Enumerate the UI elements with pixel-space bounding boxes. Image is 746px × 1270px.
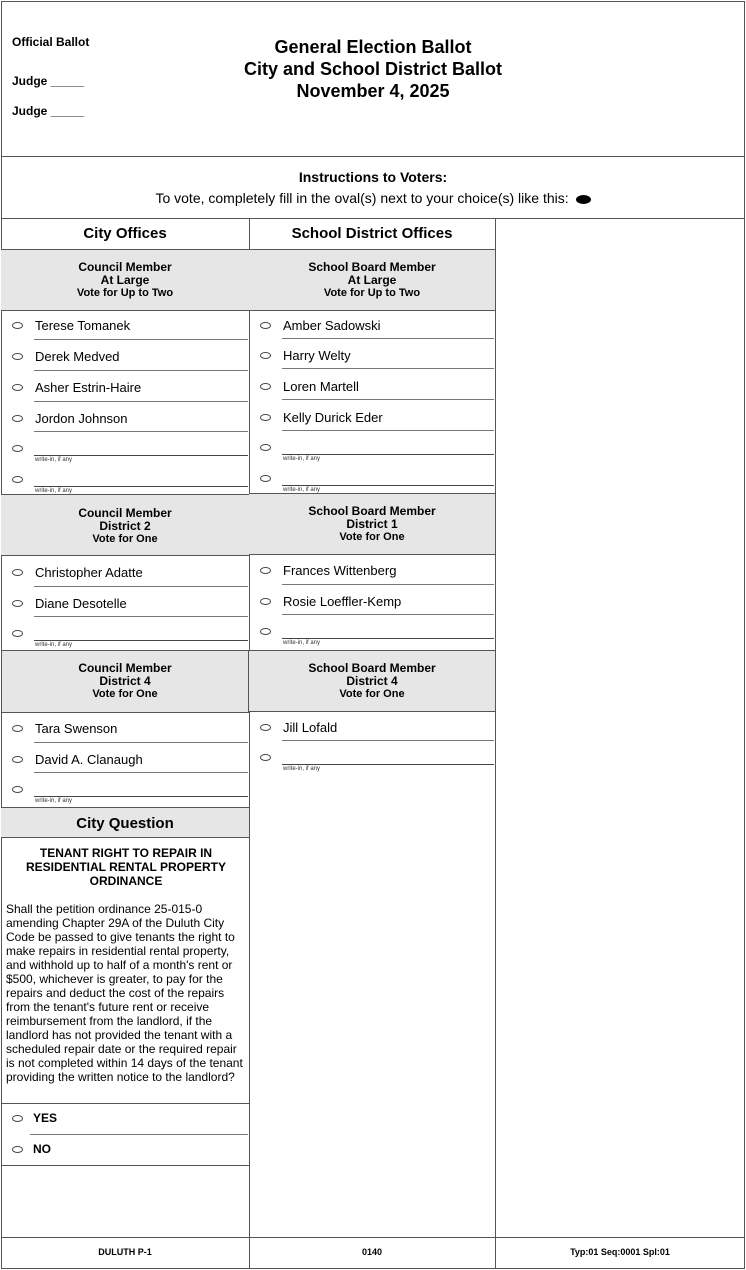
write-in-line[interactable] xyxy=(34,486,248,487)
vote-oval[interactable] xyxy=(260,414,271,421)
candidate-name: Asher Estrin-Haire xyxy=(35,380,142,395)
candidate-line xyxy=(34,431,248,432)
candidate-line xyxy=(34,616,248,617)
contest-seat: At Large xyxy=(347,273,397,287)
contest-seat: District 4 xyxy=(346,674,398,688)
contest-office: Council Member xyxy=(78,506,172,520)
write-in-label: write-in, if any xyxy=(283,766,321,772)
candidate-line xyxy=(34,339,248,340)
divider xyxy=(1,156,745,157)
vote-oval[interactable] xyxy=(12,569,23,576)
contest-vote-for: Vote for One xyxy=(339,531,405,543)
write-in-label: write-in, if any xyxy=(283,456,321,462)
judge-label-1: Judge _____ xyxy=(12,74,85,88)
divider xyxy=(1,218,745,219)
footer-right: Typ:01 Seq:0001 Spl:01 xyxy=(570,1247,670,1257)
candidate-line xyxy=(282,614,494,615)
contest-vote-for: Vote for One xyxy=(92,688,158,700)
write-in-line[interactable] xyxy=(34,796,248,797)
write-in-label: write-in, if any xyxy=(35,488,73,494)
title-line-3: November 4, 2025 xyxy=(296,81,450,101)
contest-school-district-1 xyxy=(249,493,495,555)
candidate-line xyxy=(282,368,494,369)
candidate-line xyxy=(34,742,248,743)
ballot-title xyxy=(200,36,546,102)
vote-oval[interactable] xyxy=(12,415,23,422)
vote-oval[interactable] xyxy=(260,567,271,574)
vote-oval[interactable] xyxy=(12,384,23,391)
official-ballot-label: Official Ballot xyxy=(12,35,90,49)
vote-oval[interactable] xyxy=(260,724,271,731)
write-in-label: write-in, if any xyxy=(283,640,321,646)
contest-council-district-2 xyxy=(1,494,249,556)
contest-vote-for: Vote for One xyxy=(92,533,158,545)
candidate-line xyxy=(34,370,248,371)
candidate-name: Amber Sadowski xyxy=(283,318,381,333)
title-line-2: City and School District Ballot xyxy=(243,59,503,79)
write-in-oval[interactable] xyxy=(12,476,23,483)
candidate-line xyxy=(282,584,494,585)
divider xyxy=(1,1103,249,1104)
candidate-line xyxy=(282,430,494,431)
contest-office: School Board Member xyxy=(308,661,436,675)
footer-left: DULUTH P-1 xyxy=(98,1247,152,1257)
school-offices-heading: School District Offices xyxy=(291,225,453,242)
vote-oval[interactable] xyxy=(260,322,271,329)
candidate-name: Jordon Johnson xyxy=(35,411,128,426)
instructions-body: To vote, completely fill in the oval(s) next to your choice(s) like this: xyxy=(155,190,569,206)
write-in-oval[interactable] xyxy=(12,630,23,637)
candidate-line xyxy=(282,740,494,741)
contest-seat: District 4 xyxy=(99,674,151,688)
candidate-name: Terese Tomanek xyxy=(35,318,131,333)
vote-oval[interactable] xyxy=(260,598,271,605)
question-text: Shall the petition ordinance 25-015-0 amending Chapter 29A of the Duluth City Code be passed to give tenants the right to make repairs in residential rental property, and withhold up to half of a month's rent or $500, whichever is greater, to pay for the repairs and deduct the cost of the repairs from the tenant's future rent or receive reimbursement from the landlord, if the landlord has not provided the tenant with a scheduled repair date or the required repair is not completed within 14 days of the tenant providing the written notice to the landlord? xyxy=(6,902,243,1084)
instructions-heading: Instructions to Voters: xyxy=(298,169,448,185)
city-question-heading-box xyxy=(1,807,249,838)
write-in-line[interactable] xyxy=(282,638,494,639)
column-divider xyxy=(495,218,496,1269)
vote-oval[interactable] xyxy=(12,600,23,607)
judge-label-2: Judge _____ xyxy=(12,104,85,118)
candidate-name: David A. Clanaugh xyxy=(35,752,143,767)
contest-office: School Board Member xyxy=(308,504,436,518)
write-in-oval[interactable] xyxy=(12,445,23,452)
vote-oval[interactable] xyxy=(12,353,23,360)
vote-oval[interactable] xyxy=(12,756,23,763)
contest-seat: District 2 xyxy=(99,519,151,533)
candidate-name: Rosie Loeffler-Kemp xyxy=(283,594,402,609)
write-in-oval[interactable] xyxy=(260,444,271,451)
contest-office: School Board Member xyxy=(308,260,436,274)
column-divider xyxy=(249,218,250,1269)
title-line-1: General Election Ballot xyxy=(274,37,472,57)
candidate-name: Jill Lofald xyxy=(283,720,338,735)
candidate-line xyxy=(34,586,248,587)
contest-vote-for: Vote for Up to Two xyxy=(76,287,174,299)
candidate-name: Kelly Durick Eder xyxy=(283,410,383,425)
write-in-line[interactable] xyxy=(282,485,494,486)
candidate-name: Diane Desotelle xyxy=(35,596,127,611)
write-in-oval[interactable] xyxy=(260,475,271,482)
vote-oval-yes[interactable] xyxy=(12,1115,23,1122)
write-in-line[interactable] xyxy=(34,455,248,456)
vote-oval-no[interactable] xyxy=(12,1146,23,1153)
candidate-name: Tara Swenson xyxy=(35,721,118,736)
contest-vote-for: Vote for Up to Two xyxy=(323,287,421,299)
contest-seat: At Large xyxy=(100,273,150,287)
candidate-name: Christopher Adatte xyxy=(35,565,143,580)
candidate-line xyxy=(282,399,494,400)
write-in-label: write-in, if any xyxy=(283,487,321,493)
write-in-line[interactable] xyxy=(282,764,494,765)
write-in-label: write-in, if any xyxy=(35,457,73,463)
answer-yes: YES xyxy=(33,1111,58,1125)
answer-line xyxy=(1,1165,249,1166)
contest-school-district-4 xyxy=(249,650,495,712)
candidate-line xyxy=(34,401,248,402)
city-offices-heading: City Offices xyxy=(83,225,167,242)
contest-school-at-large xyxy=(249,249,495,311)
vote-oval[interactable] xyxy=(12,322,23,329)
candidate-name: Loren Martell xyxy=(283,379,359,394)
write-in-oval[interactable] xyxy=(12,786,23,793)
candidate-line xyxy=(282,338,494,339)
write-in-line[interactable] xyxy=(282,454,494,455)
contest-office: Council Member xyxy=(78,260,172,274)
vote-oval[interactable] xyxy=(260,352,271,359)
vote-oval[interactable] xyxy=(12,725,23,732)
vote-oval[interactable] xyxy=(260,383,271,390)
contest-seat: District 1 xyxy=(346,517,398,531)
write-in-oval[interactable] xyxy=(260,754,271,761)
footer-center: 0140 xyxy=(361,1247,383,1257)
write-in-label: write-in, if any xyxy=(35,798,73,804)
candidate-line xyxy=(34,772,248,773)
write-in-line[interactable] xyxy=(34,640,248,641)
city-question-heading: City Question xyxy=(76,815,174,832)
question-title: TENANT RIGHT TO REPAIR IN RESIDENTIAL RENTAL PROPERTY ORDINANCE xyxy=(25,846,227,888)
instructions-text xyxy=(1,190,745,206)
write-in-label: write-in, if any xyxy=(35,642,73,648)
filled-oval-icon xyxy=(576,195,591,204)
contest-vote-for: Vote for One xyxy=(339,688,405,700)
candidate-name: Harry Welty xyxy=(283,348,351,363)
contest-council-district-4 xyxy=(1,650,249,713)
answer-line xyxy=(30,1134,248,1135)
candidate-name: Derek Medved xyxy=(35,349,120,364)
candidate-name: Frances Wittenberg xyxy=(283,563,397,578)
write-in-oval[interactable] xyxy=(260,628,271,635)
contest-office: Council Member xyxy=(78,661,172,675)
answer-no: NO xyxy=(33,1142,51,1156)
footer-divider xyxy=(1,1237,745,1238)
contest-council-at-large xyxy=(1,249,249,311)
